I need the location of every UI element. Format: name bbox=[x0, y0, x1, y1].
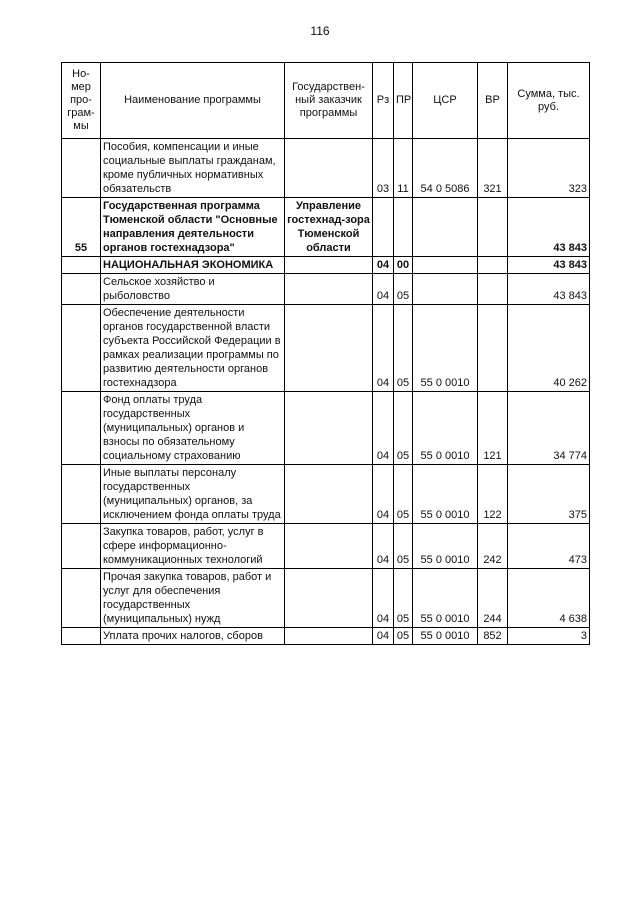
cell-vr bbox=[478, 198, 508, 257]
cell-vr: 121 bbox=[478, 392, 508, 465]
cell-sum: 43 843 bbox=[508, 257, 590, 274]
table-row bbox=[62, 305, 590, 392]
table-row bbox=[62, 628, 590, 645]
cell-rz: 04 bbox=[373, 628, 394, 645]
cell-sum: 40 262 bbox=[508, 305, 590, 392]
table-row bbox=[62, 257, 590, 274]
cell-program-number bbox=[62, 392, 101, 465]
cell-sum: 323 bbox=[508, 139, 590, 198]
cell-csr: 55 0 0010 bbox=[413, 569, 478, 628]
cell-vr: 244 bbox=[478, 569, 508, 628]
header-program-name: Наименование программы bbox=[101, 63, 285, 139]
cell-rz: 03 bbox=[373, 139, 394, 198]
table-header-row bbox=[62, 63, 590, 139]
cell-rz: 04 bbox=[373, 305, 394, 392]
budget-table bbox=[61, 62, 590, 645]
cell-sum: 43 843 bbox=[508, 274, 590, 305]
cell-program-number bbox=[62, 139, 101, 198]
cell-vr bbox=[478, 257, 508, 274]
table-row bbox=[62, 392, 590, 465]
cell-rz: 04 bbox=[373, 569, 394, 628]
cell-pr: 05 bbox=[394, 305, 413, 392]
cell-rz: 04 bbox=[373, 465, 394, 524]
cell-program-number bbox=[62, 628, 101, 645]
cell-pr: 11 bbox=[394, 139, 413, 198]
cell-program-number bbox=[62, 257, 101, 274]
cell-pr: 05 bbox=[394, 274, 413, 305]
cell-pr: 05 bbox=[394, 569, 413, 628]
cell-state-customer bbox=[285, 139, 373, 198]
table-row bbox=[62, 465, 590, 524]
cell-rz bbox=[373, 198, 394, 257]
cell-vr: 122 bbox=[478, 465, 508, 524]
cell-program-name: Уплата прочих налогов, сборов bbox=[101, 628, 285, 645]
cell-state-customer bbox=[285, 392, 373, 465]
cell-state-customer bbox=[285, 628, 373, 645]
cell-sum: 473 bbox=[508, 524, 590, 569]
cell-csr bbox=[413, 198, 478, 257]
table-row bbox=[62, 569, 590, 628]
cell-program-name: Закупка товаров, работ, услуг в сфере информационно-коммуникационных технологий bbox=[101, 524, 285, 569]
header-program-number: Но-мер про-грам-мы bbox=[62, 63, 101, 139]
cell-sum: 34 774 bbox=[508, 392, 590, 465]
header-sum: Сумма, тыс. руб. bbox=[508, 63, 590, 139]
cell-csr bbox=[413, 257, 478, 274]
cell-program-number bbox=[62, 274, 101, 305]
cell-state-customer bbox=[285, 257, 373, 274]
cell-sum: 375 bbox=[508, 465, 590, 524]
header-rz: Рз bbox=[373, 63, 394, 139]
cell-pr: 05 bbox=[394, 465, 413, 524]
cell-rz: 04 bbox=[373, 274, 394, 305]
header-csr: ЦСР bbox=[413, 63, 478, 139]
cell-vr bbox=[478, 305, 508, 392]
cell-csr: 55 0 0010 bbox=[413, 465, 478, 524]
cell-csr: 54 0 5086 bbox=[413, 139, 478, 198]
cell-pr: 00 bbox=[394, 257, 413, 274]
cell-state-customer: Управление гостехнад-зора Тюменской области bbox=[285, 198, 373, 257]
cell-sum: 3 bbox=[508, 628, 590, 645]
cell-program-name: Сельское хозяйство и рыболовство bbox=[101, 274, 285, 305]
cell-vr: 852 bbox=[478, 628, 508, 645]
cell-program-number bbox=[62, 569, 101, 628]
cell-program-name: Иные выплаты персоналу государственных (муниципальных) органов, за исключением фонда оплаты труда bbox=[101, 465, 285, 524]
cell-rz: 04 bbox=[373, 392, 394, 465]
cell-vr bbox=[478, 274, 508, 305]
cell-program-name: Государственная программа Тюменской области "Основные направления деятельности органов гостехнадзора" bbox=[101, 198, 285, 257]
table-row bbox=[62, 139, 590, 198]
cell-sum: 43 843 bbox=[508, 198, 590, 257]
header-vr: ВР bbox=[478, 63, 508, 139]
cell-state-customer bbox=[285, 569, 373, 628]
cell-rz: 04 bbox=[373, 257, 394, 274]
cell-csr: 55 0 0010 bbox=[413, 392, 478, 465]
header-pr: ПР bbox=[394, 63, 413, 139]
cell-program-name: Пособия, компенсации и иные социальные выплаты гражданам, кроме публичных нормативных обязательств bbox=[101, 139, 285, 198]
header-state-customer: Государствен-ный заказчик программы bbox=[285, 63, 373, 139]
cell-program-name: Фонд оплаты труда государственных (муниципальных) органов и взносы по обязательному социальному страхованию bbox=[101, 392, 285, 465]
cell-program-name: Прочая закупка товаров, работ и услуг для обеспечения государственных (муниципальных) нужд bbox=[101, 569, 285, 628]
cell-rz: 04 bbox=[373, 524, 394, 569]
cell-sum: 4 638 bbox=[508, 569, 590, 628]
cell-csr: 55 0 0010 bbox=[413, 305, 478, 392]
cell-program-name: Обеспечение деятельности органов государственной власти субъекта Российской Федерации в рамках реализации программы по развитию деятельности органов гостехнадзора bbox=[101, 305, 285, 392]
cell-state-customer bbox=[285, 274, 373, 305]
table-row bbox=[62, 198, 590, 257]
cell-program-number bbox=[62, 465, 101, 524]
table-row bbox=[62, 274, 590, 305]
page-number: 116 bbox=[310, 24, 330, 38]
cell-program-name: НАЦИОНАЛЬНАЯ ЭКОНОМИКА bbox=[101, 257, 285, 274]
cell-csr: 55 0 0010 bbox=[413, 524, 478, 569]
cell-state-customer bbox=[285, 305, 373, 392]
cell-pr: 05 bbox=[394, 628, 413, 645]
cell-state-customer bbox=[285, 465, 373, 524]
cell-pr bbox=[394, 198, 413, 257]
cell-csr bbox=[413, 274, 478, 305]
cell-program-number bbox=[62, 305, 101, 392]
cell-pr: 05 bbox=[394, 524, 413, 569]
table-row bbox=[62, 524, 590, 569]
cell-state-customer bbox=[285, 524, 373, 569]
cell-csr: 55 0 0010 bbox=[413, 628, 478, 645]
cell-program-number: 55 bbox=[62, 198, 101, 257]
cell-pr: 05 bbox=[394, 392, 413, 465]
cell-vr: 242 bbox=[478, 524, 508, 569]
cell-vr: 321 bbox=[478, 139, 508, 198]
cell-program-number bbox=[62, 524, 101, 569]
